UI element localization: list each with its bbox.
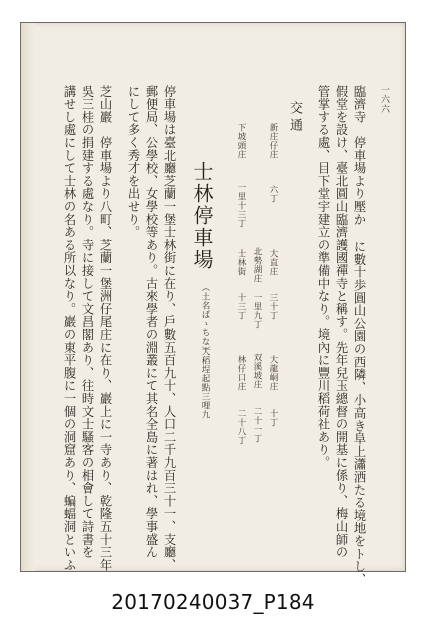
transport-place: 新庄仔庄 — [268, 123, 278, 159]
station-reading: （土名ばゝちな） — [200, 283, 210, 355]
station-title: 士林停車場 — [190, 161, 214, 271]
station-line-2: 郵便局、公學校、女學校等あり。古來學者の淵叢にて其名全島に著はれ、學事盛ん — [144, 85, 158, 559]
rinzai-line-2: 假堂を設け、臺北圓山臨濟護國禪寺と稱す。先年兒玉總督の開基に係り、梅山師の — [334, 85, 348, 559]
transport-distance: 十丁 — [268, 409, 278, 427]
transport-distance: 六丁 — [268, 185, 278, 203]
zhishan-line-3: 講せし處にして士林の名ある所以なり。巖の東平腹に一個の洞窟あり、蝙蝠洞といふ — [62, 85, 76, 572]
zhishan-line-1: 芝山巖 停車場より八町、芝蘭一堡洲仔尾庄に在り、巖上に一寺あり、乾隆五十三年 — [98, 85, 112, 572]
book-page — [20, 22, 406, 586]
station-line-3: にして多く秀才を出せり。 — [126, 85, 140, 239]
station-distance: 大稻埕起點三哩九 — [200, 347, 210, 419]
rinzai-line-1: 臨濟寺 停車場より壓か に數十歩圓山公園の西隣、小高き阜上瀟洒たる境地をトし、 — [352, 85, 366, 586]
transport-distance: 三十丁 — [268, 293, 278, 320]
transport-distance: 二十一丁 — [252, 407, 262, 443]
transport-place: 双溪坡庄 — [252, 353, 262, 389]
transport-place: 大直庄 — [268, 249, 278, 276]
page-number: 一六六 — [379, 85, 389, 114]
transport-place: 北勢湖庄 — [252, 247, 262, 283]
transport-distance: 一里九丁 — [252, 293, 262, 329]
station-line-1: 停車場は臺北廳芝蘭一堡士林街に在り、戶數五百九十、人口二千九百三十一、支廳、 — [162, 85, 176, 572]
zhishan-line-2: 吳三桂の捐建する處なり。寺に接して文昌閣あり、往時文士騷客の相會して詩書を — [80, 85, 94, 559]
transport-place: 大龍峒庄 — [268, 355, 278, 391]
page-binding-shadow — [21, 23, 35, 571]
transport-place: 士林街 — [236, 249, 246, 276]
transport-heading: 交通 — [287, 101, 302, 135]
transport-distance: 十三丁 — [236, 293, 246, 320]
rinzai-line-3: 管掌する處、目下堂宇建立の準備中なり。境內に豐川稻荷社あり。 — [316, 85, 330, 469]
transport-place: 下坡頭庄 — [236, 123, 246, 159]
image-id-caption: 20170240037_P184 — [111, 590, 315, 614]
transport-distance: 一里十三丁 — [236, 183, 246, 228]
transport-place: 林仔口庄 — [236, 355, 246, 391]
transport-distance: 二十八丁 — [236, 409, 246, 445]
